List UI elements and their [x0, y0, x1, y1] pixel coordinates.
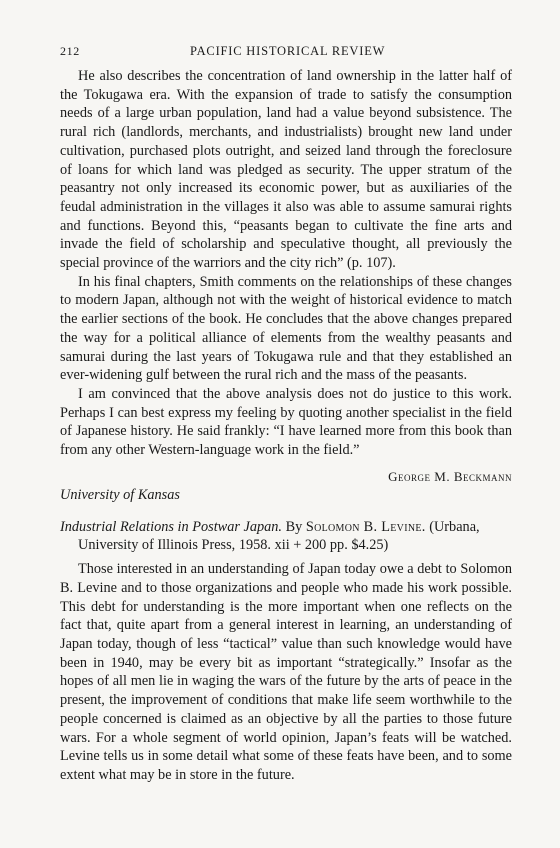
reviewer-name: George M. Beckmann — [388, 468, 512, 484]
page-number: 212 — [60, 44, 80, 58]
citation-by: By — [282, 518, 306, 535]
body-paragraph: In his final chapters, Smith comments on the relationships of these changes to modern Japan, although not with the weight of historical evidence to match the earlier sections of the book. He concludes that the above changes prepared the way for a political alliance of elements from the wealthy peasants and samurai during the last years of Tokugawa rule and that they established an ever-widening gulf between the rural rich and the mass of the peasants. — [60, 273, 512, 384]
body-paragraph: I am convinced that the above analysis does not do justice to this work. Perhaps I can best express my feeling by quoting another specialist in the field of Japanese history. He said frankly: “I have learned more from this book than from any other Western-language work in the field.” — [60, 385, 512, 459]
journal-title: PACIFIC HISTORICAL REVIEW — [190, 44, 386, 58]
review-levine-book — [60, 560, 512, 784]
review-beckmann — [60, 67, 512, 504]
body-paragraph: Those interested in an understanding of Japan today owe a debt to Solomon B. Levine and to those organizations and people who made his work possible. This debt for understanding is the more important when one reflects on the fact that, quite apart from a general interest in learning, an understanding of Japan today, though of less “tactical” value than such knowledge would have been in 1940, may be every bit as important “strategically.” Insofar as the hopes of all men lie in waging the wars of the future by the arts of peace in the present, the improvement of conditions that make life seem worthwhile to the people concerned is claimed as an objective by all the parties to those future wars. For a whole segment of world opinion, Japan’s feats will be watched. Levine tells us in some detail what some of these feats have been, and to some extent what may be in store in the future. — [60, 561, 512, 783]
running-head — [60, 44, 512, 59]
body-paragraph: He also describes the concentration of land ownership in the latter half of the Tokugawa era. With the expansion of trade to satisfy the consumption needs of a large urban population, land had a value beyond subsistence. The rural rich (landlords, merchants, and industrialists) brought new land under cultivation, purchased plots outright, and seized land through the foreclosure of loans for which land was pledged as security. The upper stratum of the peasantry not only increased its economic power, but as auxiliaries of the feudal administration in the villages it also was able to assume samurai rights and functions. Beyond this, “peasants began to cultivate the fine arts and invade the field of scholarship and speculative thought, all previously the special province of the warriors and the city rich” (p. 107). — [60, 68, 512, 272]
reviewer-affiliation: University of Kansas — [60, 486, 180, 503]
book-author: Solomon B. Levine. — [305, 518, 426, 535]
publication-details: (Urbana, University of Illinois Press, 1958. xii + 200 pp. $4.25) — [78, 518, 480, 554]
book-citation — [60, 518, 512, 555]
book-title: Industrial Relations in Postwar Japan. — [60, 518, 282, 535]
